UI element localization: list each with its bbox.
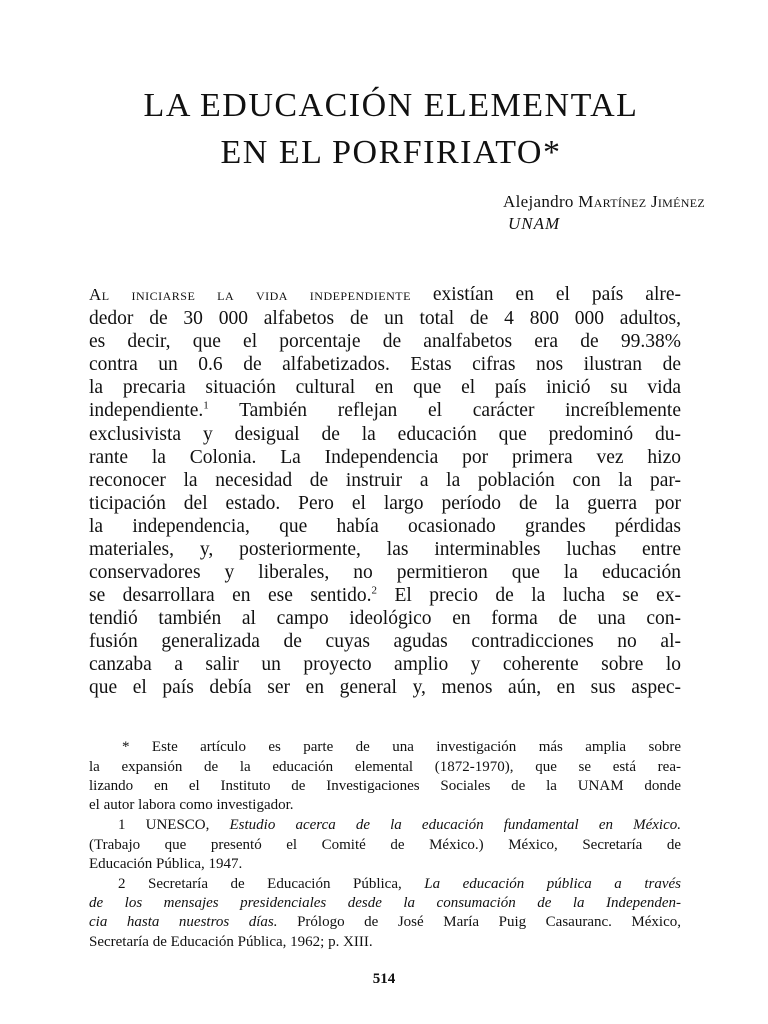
footnote-1-line-3: Educación Pública, 1947. (89, 856, 243, 872)
footnote-2-line-2: de los mensajes presidenciales desde la consumación de la Independen- (89, 895, 681, 911)
article-title-line-2: EN EL PORFIRIATO* (220, 134, 562, 171)
body-line-4: contra un 0.6 de alfabetizados. Estas cifras nos ilustran de (89, 354, 681, 375)
footnote-1-line-2: (Trabajo que presentó el Comité de México.) México, Secretaría de (89, 837, 681, 853)
article-title-line-1: LA EDUCACIÓN ELEMENTAL (143, 87, 639, 124)
body-line-5: la precaria situación cultural en que el país inició su vida (89, 377, 681, 398)
body-line-15: tendió también al campo ideológico en forma de una con- (89, 608, 681, 629)
body-line-1: Al iniciarse la vida independiente existían en el país alre- (89, 284, 682, 305)
footnote-star-line-2: la expansión de la educación elemental (1872-1970), que se está rea- (89, 759, 681, 775)
body-line-14: se desarrollara en ese sentido.$^2$ El precio de la lucha se ex- (89, 584, 681, 606)
body-line-16: fusión generalizada de cuyas agudas contradicciones no al- (89, 631, 681, 652)
footnote-ref-2[interactable]: 2 (371, 584, 378, 597)
body-line-13: conservadores y liberales, no permitieron que la educación (89, 562, 681, 583)
body-line-2: dedor de 30 000 alfabetos de un total de 4 800 000 adultos, (89, 308, 681, 329)
body-line-7: exclusivista y desigual de la educación que predominó du- (89, 424, 681, 445)
author-first-name: Alejandro (503, 192, 579, 211)
footnote-2-line-3: cia hasta nuestros días. Prólogo de José María Puig Casauranc. México, (89, 914, 682, 930)
body-line-17: canzaba a salir un proyecto amplio y coherente sobre lo (89, 654, 681, 675)
footnote-ref-1[interactable]: 1 (203, 399, 209, 412)
author-name (503, 192, 705, 212)
body-line-11: la independencia, que había ocasionado grandes pérdidas (89, 516, 681, 537)
footnote-2-line-1: 2 Secretaría de Educación Pública, La educación pública a través (118, 876, 681, 892)
body-line-6: independiente.$^1$ También reflejan el carácter increíblemente (89, 399, 681, 421)
footnote-star-line-3: lizando en el Instituto de Investigaciones Sociales de la UNAM donde (89, 778, 681, 794)
body-line-3: es decir, que el porcentaje de analfabetos era de 99.38% (89, 331, 681, 352)
footnote-1-line-1: 1 UNESCO, Estudio acerca de la educación fundamental en México. (118, 817, 681, 833)
body-line-18: que el país debía ser en general y, menos aún, en sus aspec- (89, 677, 681, 698)
author-last-name: Martínez Jiménez (578, 192, 705, 211)
page-number: 514 (372, 971, 396, 987)
body-line-8: rante la Colonia. La Independencia por primera vez hizo (89, 447, 681, 468)
body-line-9: reconocer la necesidad de instruir a la población con la par- (89, 470, 681, 491)
lead-in-small-caps: Al iniciarse la vida independiente (89, 285, 411, 304)
author-affiliation: UNAM (508, 214, 561, 233)
body-line-10: ticipación del estado. Pero el largo período de la guerra por (89, 493, 681, 514)
footnote-star-line-1: * Este artículo es parte de una investigación más amplia sobre (122, 739, 681, 755)
footnote-star-line-4: el autor labora como investigador. (89, 797, 294, 813)
body-line-12: materiales, y, posteriormente, las interminables luchas entre (89, 539, 681, 560)
footnote-2-line-4: Secretaría de Educación Pública, 1962; p. XIII. (89, 934, 373, 950)
